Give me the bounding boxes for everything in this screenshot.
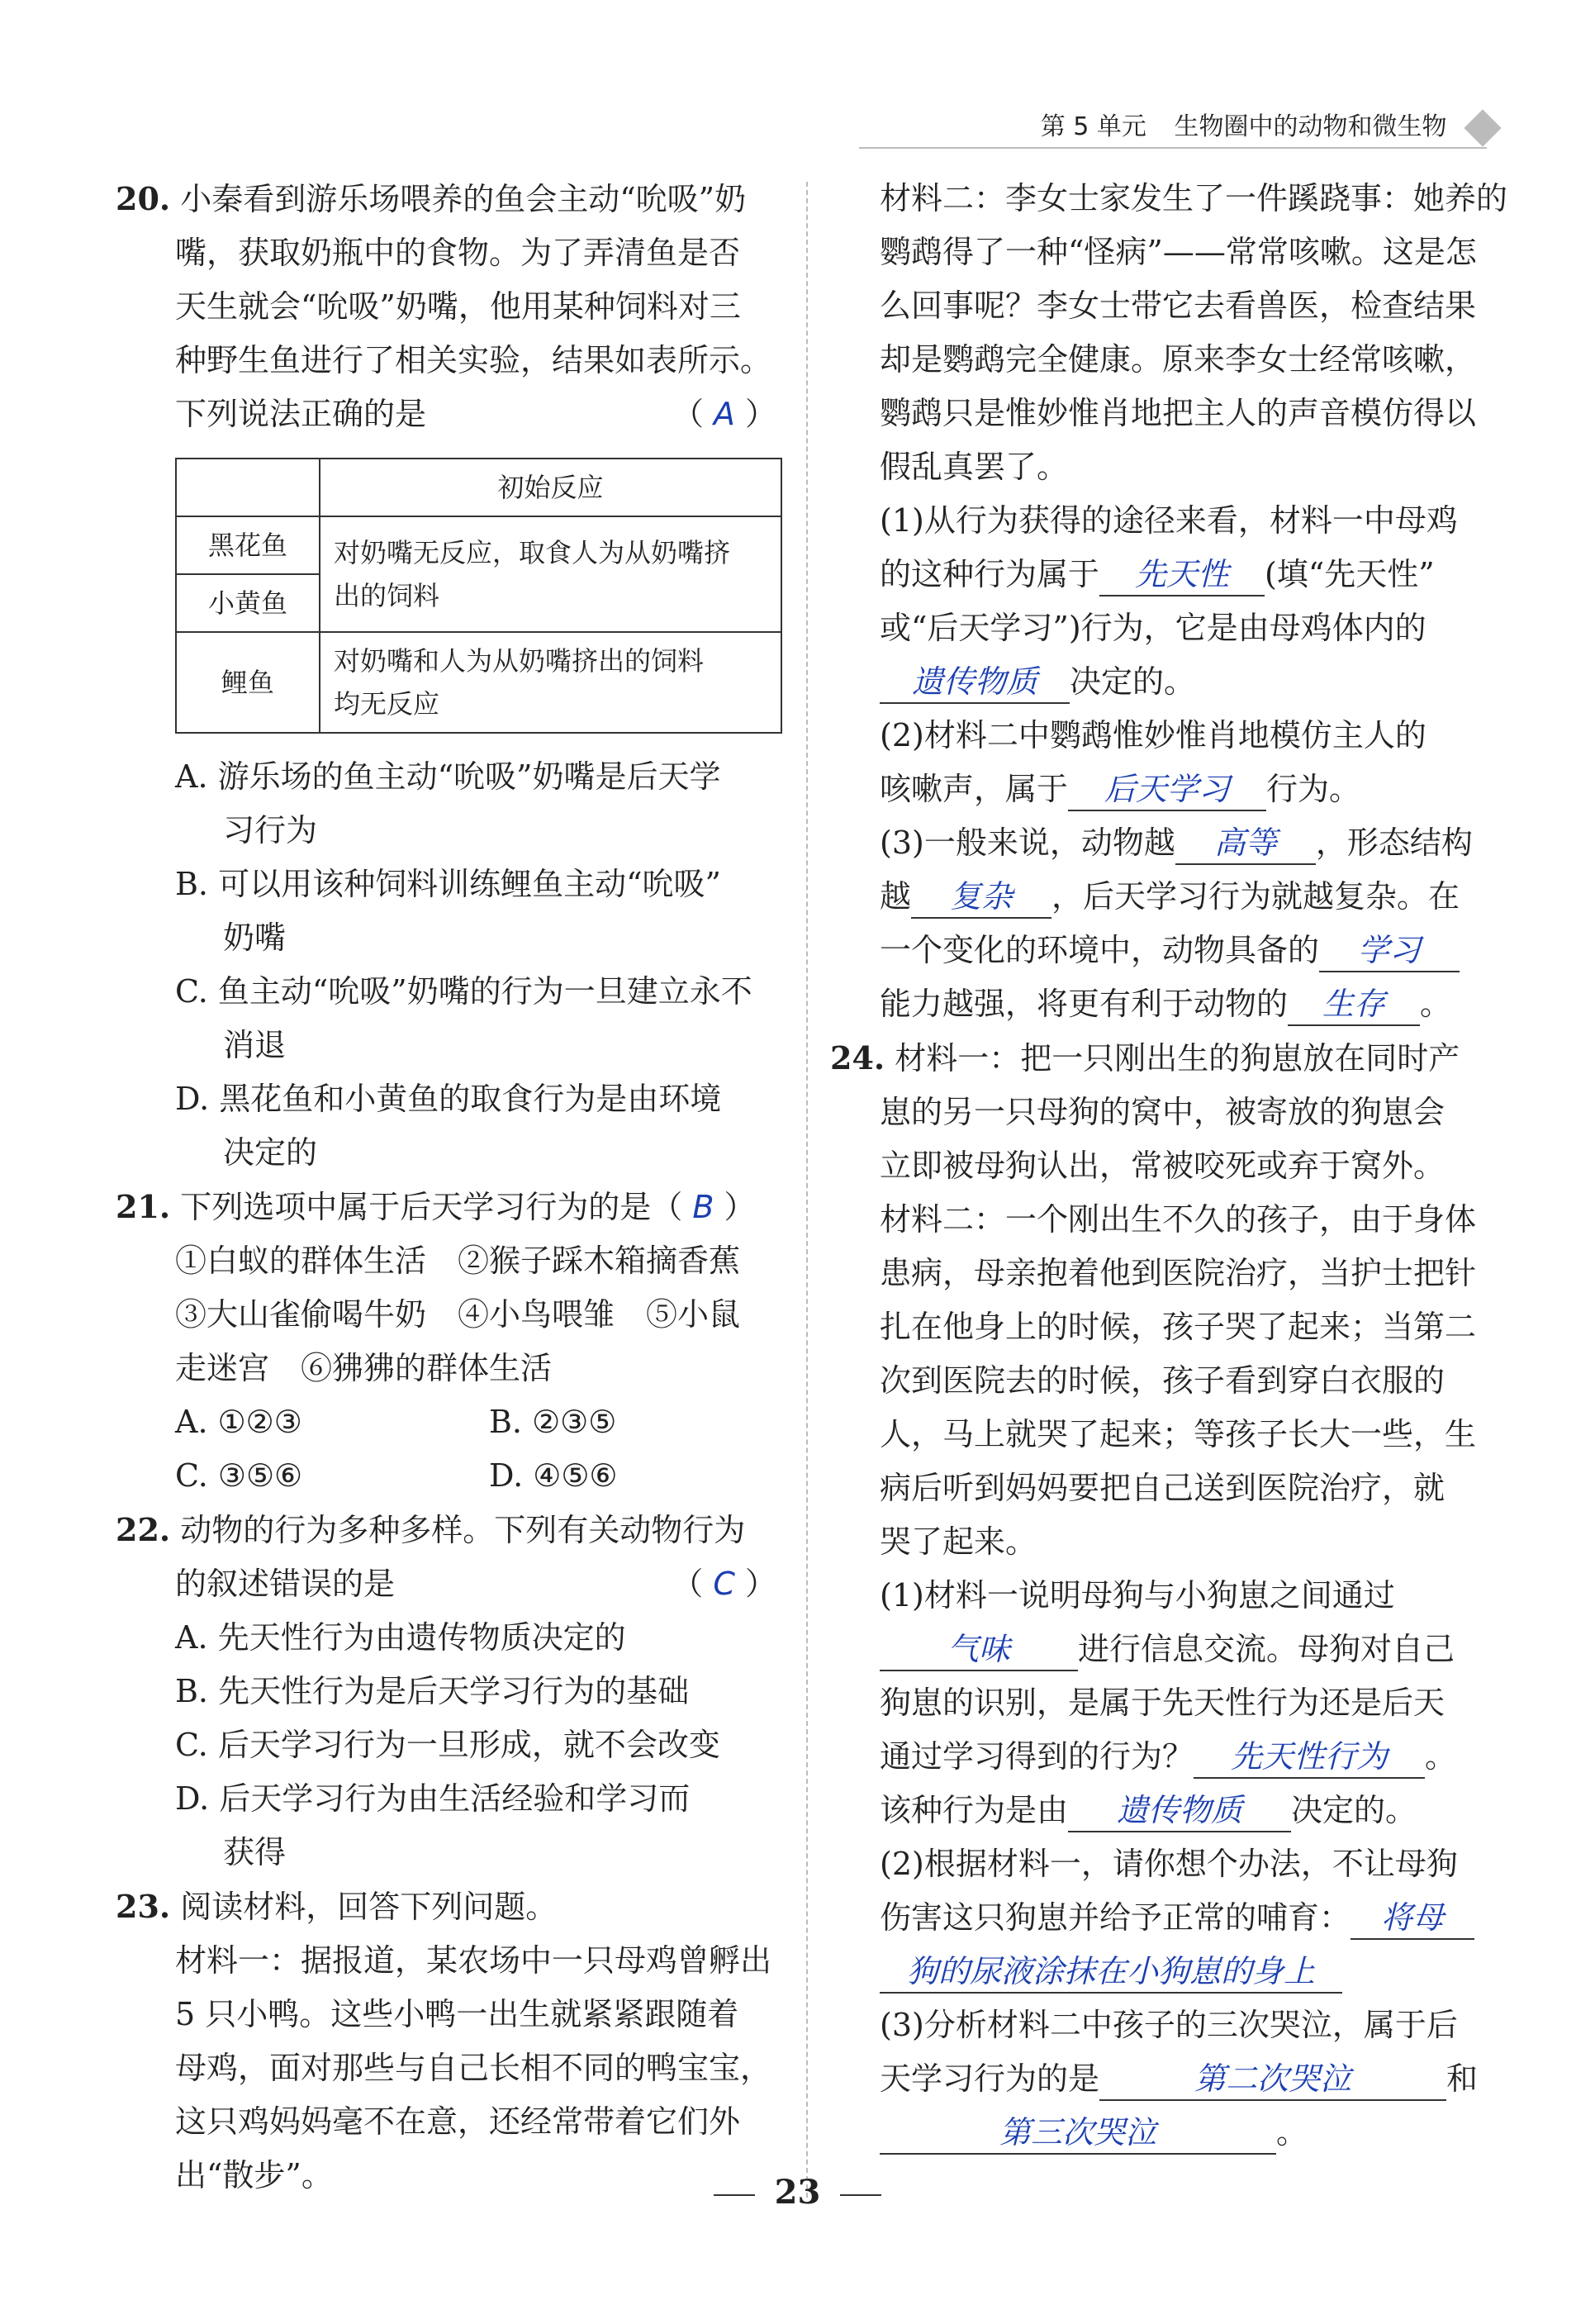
q24-subquestion: 狗崽的识别，是属于先天性行为还是后天 xyxy=(880,1685,1445,1721)
handwritten-answer: 第二次哭泣 xyxy=(1099,2058,1446,2101)
footer-rule xyxy=(840,2194,881,2196)
column-divider xyxy=(806,182,808,2198)
q24-text: 和 xyxy=(1446,2060,1479,2097)
q24-text: 。 xyxy=(1425,1738,1457,1775)
option-item: 决定的 xyxy=(223,1134,318,1171)
q22-stem: 的叙述错误的是 xyxy=(175,1566,396,1602)
q20-stem: 嘴，获取奶瓶中的食物。为了弄清鱼是否 xyxy=(175,235,741,271)
q24-subquestion xyxy=(880,1945,1499,1998)
handwritten-answer: 狗的尿液涂抹在小狗崽的身上 xyxy=(880,1951,1342,1994)
option-item: B. 先天性行为是后天学习行为的基础 xyxy=(175,1673,690,1709)
table-row-label: 小黄鱼 xyxy=(176,574,320,632)
q23-text: 越 xyxy=(880,878,912,915)
option-item: C. 后天学习行为一旦形成，就不会改变 xyxy=(175,1727,720,1763)
q23-text: 的这种行为属于 xyxy=(880,556,1100,592)
q23-material-2: 鹦鹉得了一种“怪病”——常常咳嗽。这是怎 xyxy=(880,234,1477,270)
q24-text: 该种行为是由 xyxy=(880,1792,1069,1828)
q23-stem: 阅读材料，回答下列问题。 xyxy=(180,1889,558,1925)
q21-stem: 下列选项中属于后天学习行为的是 xyxy=(180,1189,652,1225)
option-item: A. ①②③ xyxy=(175,1404,302,1440)
option-item: 奶嘴 xyxy=(223,920,287,956)
q23-subquestion: 或“后天学习”)行为，它是由母鸡体内的 xyxy=(880,610,1426,646)
q21-options-row xyxy=(116,1395,776,1449)
q23-text: 行为。 xyxy=(1266,771,1361,807)
q21-item: ③大山雀偷喝牛奶 ④小鸟喂雏 ⑤小鼠 xyxy=(175,1296,741,1333)
option-item: A. 游乐场的鱼主动“吮吸”奶嘴是后天学 xyxy=(175,758,721,795)
q23-subquestion xyxy=(880,816,1499,870)
q24-material-1: 崽的另一只母狗的窝中，被寄放的狗崽会 xyxy=(880,1094,1445,1130)
q23-subquestion: (1)从行为获得的途径来看，材料一中母鸡 xyxy=(880,502,1458,539)
q23-material-2: 却是鹦鹉完全健康。原来李女士经常咳嗽， xyxy=(880,341,1477,378)
q24-material-2: 哭了起来。 xyxy=(880,1523,1037,1560)
q23-subquestion xyxy=(880,548,1499,601)
q24-material-2: 扎在他身上的时候，孩子哭了起来；当第二 xyxy=(880,1309,1477,1345)
question-number: 24. xyxy=(830,1039,885,1076)
q23-text: 能力越强，将更有利于动物的 xyxy=(880,986,1289,1022)
q21-stem-line xyxy=(116,1180,776,1234)
q20-stem: 种野生鱼进行了相关实验，结果如表所示。 xyxy=(175,342,772,378)
q24-subquestion: (2)根据材料一，请你想个办法，不让母狗 xyxy=(880,1846,1458,1882)
q21-item: 走迷宫 ⑥狒狒的群体生活 xyxy=(175,1350,553,1386)
q23-text: (填“先天性” xyxy=(1265,556,1435,592)
option-item: B. ②③⑤ xyxy=(489,1404,617,1440)
q23-text: 一个变化的环境中，动物具备的 xyxy=(880,932,1320,968)
q24-subquestion xyxy=(880,2052,1499,2106)
q24-subquestion: (1)材料一说明母狗与小狗崽之间通过 xyxy=(880,1577,1395,1613)
q23-material-1: 材料一：据报道，某农场中一只母鸡曾孵出 xyxy=(175,1942,772,1979)
handwritten-answer: 先天性 xyxy=(1099,554,1265,596)
question-number: 21. xyxy=(116,1188,171,1225)
q23-stem-line xyxy=(116,1880,776,1934)
q23-material-2: 假乱真罢了。 xyxy=(880,449,1069,485)
table-cell xyxy=(320,632,781,733)
q24-material-2: 材料二：一个刚出生不久的孩子，由于身体 xyxy=(880,1201,1477,1238)
option-item: D. 黑花鱼和小黄鱼的取食行为是由环境 xyxy=(175,1081,722,1117)
answer-paren: （ B ） xyxy=(651,1189,756,1225)
handwritten-answer: 气味 xyxy=(880,1628,1078,1671)
answer-paren: （ C ） xyxy=(672,1566,776,1602)
q24-text: 进行信息交流。母狗对自己 xyxy=(1078,1631,1455,1667)
q24-subquestion xyxy=(880,1891,1499,1945)
q20-stem: 天生就会“吮吸”奶嘴，他用某种饲料对三 xyxy=(175,288,741,325)
handwritten-answer: A xyxy=(713,396,735,432)
q23-text: 咳嗽声，属于 xyxy=(880,771,1069,807)
q20-table xyxy=(175,458,782,734)
q22-stem-last xyxy=(116,1557,776,1611)
answer-paren: （ A ） xyxy=(672,396,776,432)
option-item: 消退 xyxy=(223,1027,287,1063)
q21-options-row xyxy=(116,1449,776,1503)
right-column xyxy=(830,172,1508,2160)
q23-material-1: 出“散步”。 xyxy=(175,2157,333,2193)
option-item: D. 后天学习行为由生活经验和学习而 xyxy=(175,1780,691,1817)
handwritten-answer: 将母 xyxy=(1351,1897,1474,1940)
q24-text: 通过学习得到的行为？ xyxy=(880,1738,1194,1775)
q23-text: 决定的。 xyxy=(1070,663,1196,700)
q23-text: (3)一般来说，动物越 xyxy=(880,825,1175,861)
q20-stem-last xyxy=(116,387,776,441)
q24-subquestion xyxy=(880,1623,1499,1676)
q23-text: ，形态结构 xyxy=(1315,825,1473,861)
q23-subquestion: (2)材料二中鹦鹉惟妙惟肖地模仿主人的 xyxy=(880,717,1426,753)
q24-stem-line xyxy=(830,1031,1499,1086)
unit-label: 第 5 单元 xyxy=(1040,112,1146,141)
q24-subquestion xyxy=(880,1730,1499,1784)
q24-text: 决定的。 xyxy=(1291,1792,1417,1828)
q24-material-2: 次到医院去的时候，孩子看到穿白衣服的 xyxy=(880,1362,1445,1399)
header-rule xyxy=(859,147,1487,149)
q20-stem: 下列说法正确的是 xyxy=(175,396,427,432)
handwritten-answer: 遗传物质 xyxy=(880,661,1070,704)
handwritten-answer: 高等 xyxy=(1175,822,1316,865)
page-number: 23 xyxy=(774,2173,821,2212)
option-item: 习行为 xyxy=(223,812,318,848)
diamond-icon xyxy=(1464,109,1501,146)
table-cell-text: 出的饲料 xyxy=(334,580,440,611)
table-cell-text: 对奶嘴和人为从奶嘴挤出的饲料 xyxy=(334,645,705,677)
left-column xyxy=(116,172,776,2203)
option-item: C. 鱼主动“吮吸”奶嘴的行为一旦建立永不 xyxy=(175,973,752,1010)
handwritten-answer: 先天性行为 xyxy=(1194,1736,1425,1779)
q24-material-2: 患病，母亲抱着他到医院治疗，当护士把针 xyxy=(880,1255,1477,1291)
table-cell-text: 对奶嘴无反应，取食人为从奶嘴挤 xyxy=(334,537,731,568)
footer-rule xyxy=(714,2194,755,2196)
q24-text: 伤害这只狗崽并给予正常的哺育： xyxy=(880,1899,1351,1936)
q21-item: ①白蚁的群体生活 ②猴子踩木箱摘香蕉 xyxy=(175,1243,741,1279)
q24-subquestion xyxy=(880,1784,1499,1837)
q24-subquestion: (3)分析材料二中孩子的三次哭泣，属于后 xyxy=(880,2007,1458,2043)
handwritten-answer: 遗传物质 xyxy=(1068,1789,1291,1832)
handwritten-answer: 第三次哭泣 xyxy=(880,2112,1276,2155)
q23-material-1: 这只鸡妈妈毫不在意，还经常带着它们外 xyxy=(175,2103,741,2140)
table-header: 初始反应 xyxy=(320,459,781,516)
handwritten-answer: 生存 xyxy=(1288,983,1420,1026)
option-item: D. ④⑤⑥ xyxy=(489,1457,618,1494)
q22-stem: 动物的行为多种多样。下列有关动物行为 xyxy=(180,1512,746,1548)
q24-material-1: 材料一：把一只刚出生的狗崽放在同时产 xyxy=(895,1040,1460,1076)
option-item: 获得 xyxy=(223,1834,287,1870)
q23-material-2: 么回事呢？李女士带它去看兽医，检查结果 xyxy=(880,288,1477,324)
table-cell-text: 均无反应 xyxy=(334,688,440,720)
q24-material-2: 人，马上就哭了起来；等孩子长大一些，生 xyxy=(880,1416,1477,1452)
q23-subquestion xyxy=(880,924,1499,977)
q20-stem: 小秦看到游乐场喂养的鱼会主动“吮吸”奶 xyxy=(180,181,747,217)
table-corner xyxy=(176,459,320,516)
q24-material-2: 病后听到妈妈要把自己送到医院治疗，就 xyxy=(880,1470,1445,1506)
table-row-label: 鲤鱼 xyxy=(176,632,320,733)
q24-subquestion: 第三次哭泣 。 xyxy=(880,2106,1499,2160)
q24-text: 天学习行为的是 xyxy=(880,2060,1100,2097)
option-item: A. 先天性行为由遗传物质决定的 xyxy=(175,1619,626,1656)
q23-material-1: 5 只小鸭。这些小鸭一出生就紧紧跟随着 xyxy=(175,1996,739,2032)
q23-subquestion xyxy=(880,763,1499,816)
q23-subquestion xyxy=(880,655,1499,709)
option-item: B. 可以用该种饲料训练鲤鱼主动“吮吸” xyxy=(175,866,721,902)
handwritten-answer: B xyxy=(692,1189,714,1225)
q20-stem-line xyxy=(116,172,776,226)
table-cell xyxy=(320,516,781,632)
question-number: 23. xyxy=(116,1888,171,1925)
table-row-label: 黑花鱼 xyxy=(176,516,320,574)
q22-stem-line xyxy=(116,1503,776,1557)
q23-text: 。 xyxy=(1420,986,1452,1022)
option-item: C. ③⑤⑥ xyxy=(175,1457,303,1494)
handwritten-answer: C xyxy=(713,1566,735,1602)
question-number: 20. xyxy=(116,180,171,217)
page-header xyxy=(1041,106,1496,142)
q23-subquestion xyxy=(880,977,1499,1031)
handwritten-answer: 学习 xyxy=(1319,929,1460,972)
q23-material-1: 母鸡，面对那些与自己长相不同的鸭宝宝， xyxy=(175,2050,772,2086)
q23-material-2: 鹦鹉只是惟妙惟肖地把主人的声音模仿得以 xyxy=(880,395,1477,431)
q23-material-2: 材料二：李女士家发生了一件蹊跷事：她养的 xyxy=(880,180,1508,216)
page-footer xyxy=(0,2173,1595,2212)
q24-material-1: 立即被母狗认出，常被咬死或弃于窝外。 xyxy=(880,1148,1445,1184)
handwritten-answer: 后天学习 xyxy=(1068,768,1266,811)
q23-text: ，后天学习行为就越复杂。在 xyxy=(1051,878,1460,915)
unit-title: 生物圈中的动物和微生物 xyxy=(1174,112,1447,141)
question-number: 22. xyxy=(116,1511,171,1548)
handwritten-answer: 复杂 xyxy=(911,876,1051,919)
q23-subquestion xyxy=(880,870,1499,924)
